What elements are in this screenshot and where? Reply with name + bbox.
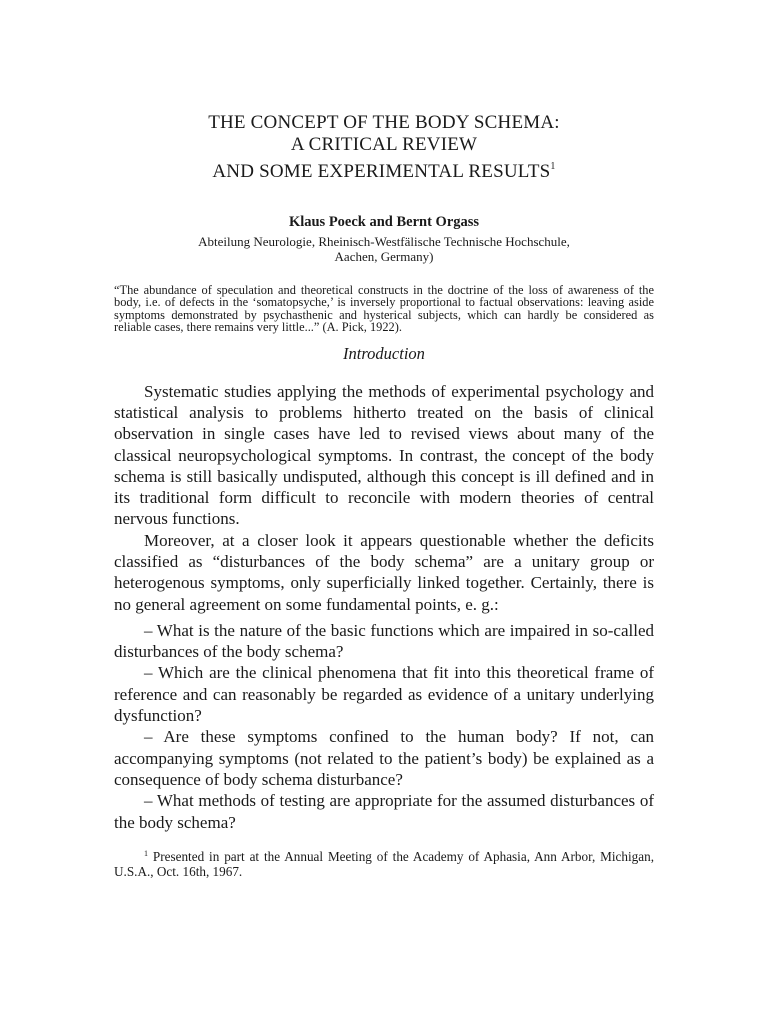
epigraph-quote: “The abundance of speculation and theoretical constructs in the doctrine of the loss of awareness of the body, i.e. of defects in the ‘somatopsyche,’ is inversely proportional to factual observations: leaving aside symptoms demonstrated by psychasthenic and hysterical subjects, which can hardly be considered as reliable cases, there remains very little...” (A. Pick, 1922). [114,283,654,335]
question-1: – What is the nature of the basic functions which are impaired in so-called disturbances of the body schema? [114,620,654,662]
footnote-mark: 1 [144,848,148,858]
footnote-text: Presented in part at the Annual Meeting of the Academy of Aphasia, Ann Arbor, Michigan, U.S.A., Oct. 16th, 1967. [114,848,655,879]
title-line-1: THE CONCEPT OF THE BODY SCHEMA: [208,112,560,133]
section-heading-introduction: Introduction [343,343,425,363]
title-line-3 [114,156,654,183]
paper-page [114,112,654,879]
question-4: – What methods of testing are appropriate for the assumed disturbances of the body schema? [114,791,654,832]
affiliation [114,234,654,264]
body-paragraph-1: Systematic studies applying the methods of experimental psychology and statistical analysis to problems hitherto treated on the basis of clinical observation in single cases have led to revised views about many of the classical neuropsychological symptoms. In contrast, the concept of the body schema is still basically undisputed, although this concept is ill defined and in its traditional form difficult to reconcile with modern theories of central nervous functions. [114,381,654,529]
question-2: – Which are the clinical phenomena that fit into this theoretical frame of reference and can reasonably be regarded as evidence of a unitary underlying dysfunction? [114,663,654,726]
author-names: Klaus Poeck and Bernt Orgass [288,214,480,230]
affiliation-line-1: Abteilung Neurologie, Rheinisch-Westfälische Technische Hochschule, [198,234,570,249]
body-paragraph-2: Moreover, at a closer look it appears questionable whether the deficits classified as “disturbances of the body schema” are a unitary group or heterogenous symptoms, only superficially linked together. Certainly, there is no general agreement on some fundamental points, e. g.: [114,530,654,614]
affiliation-line-2: Aachen, Germany) [334,249,434,264]
title-line-2: A CRITICAL REVIEW [290,134,478,155]
paper-title [114,112,654,183]
title-line-3-text: AND SOME EXPERIMENTAL RESULTS [212,161,551,182]
title-footnote-mark: 1 [550,161,556,172]
question-3: – Are these symptoms confined to the human body? If not, can accompanying symptoms (not related to the patient’s body) be explained as a consequence of body schema disturbance? [114,727,654,789]
footnote [114,846,654,879]
